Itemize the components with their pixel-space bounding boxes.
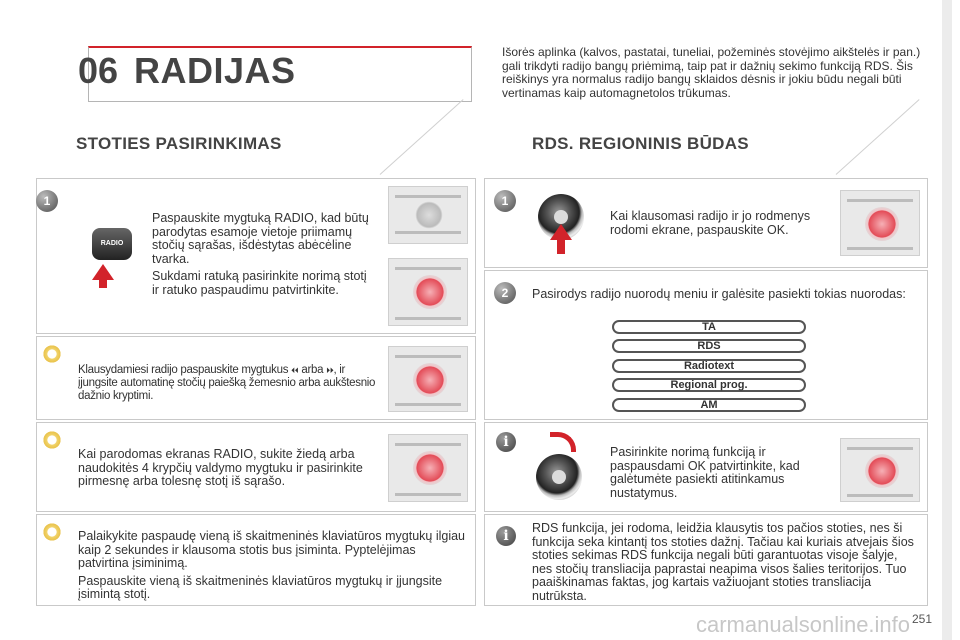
tip-icon [42,430,62,450]
right-info1-text: Pasirinkite norimą funkciją ir paspausdami OK patvirtinkite, kad galėtumėte pasiekti atitinkamus nustatymus. [610,445,800,500]
menu-item-radiotext: Radiotext [612,359,806,373]
tip1-text-a: Klausydamiesi radijo paspauskite mygtukus [78,364,289,376]
right-info2-text: RDS funkcija, jei rodoma, leidžia klausytis tos pačios stoties, nes ši funkcija seka kintantį tos stoties dažnį. Tačiau kai kuriais atvejais šios stoties sekimas RDS funkcija negali būti garantuotas visoje šalyje, nes stočių transliacija paprastai neapima visos šalies teritorijos. Tuo paaiškinamas faktas, jog kartais važiuojant stoties transliacija nutrūksta. [532,521,914,603]
thumb-dial [413,363,447,397]
device-thumbnail [388,434,468,502]
device-thumbnail [388,258,468,326]
step-badge: 1 [494,190,516,212]
tip-icon [42,344,62,364]
thumb-button-row [395,231,461,234]
left-section-title: STOTIES PASIRINKIMAS [76,134,282,153]
red-arrow-shaft [99,278,107,288]
thumb-button-row [847,447,913,450]
device-thumbnail [388,346,468,412]
left-tip3-para2: Paspauskite vieną iš skaitmeninės klaviatūros mygtukų ir įjungsite įsimintą stotį. [78,573,443,601]
device-thumbnail [840,438,920,502]
menu-item-regional-prog: Regional prog. [612,378,806,392]
device-thumbnail [388,186,468,244]
thumb-dial [865,207,899,241]
page-number: 251 [912,612,933,626]
thumb-button-row [395,493,461,496]
thumb-button-row [395,267,461,270]
thumb-button-row [395,443,461,446]
left-tip2-text: Kai parodomas ekranas RADIO, sukite žiedą arba naudokitės 4 krypčių valdymo mygtuku ir pasirinkite pirmesnę arba tolesnę stotį iš sąrašo. [78,447,363,488]
right-section-title: RDS. REGIONINIS BŪDAS [532,134,749,153]
left-step1-text [152,212,374,301]
thumb-button-row [395,355,461,358]
step-badge: 2 [494,282,516,304]
control-knob-icon [536,454,582,500]
thumb-button-row [395,195,461,198]
thumb-dial [413,451,447,485]
chapter-number: 06 [78,50,119,91]
left-tip1-text [78,364,378,403]
tip1-text-c: , ir įjungsite automatinę stočių paiešką žemesnio arba aukštesnio dažnio kryptimi. [78,364,376,402]
thumb-dial [415,201,443,229]
menu-item-am: AM [612,398,806,412]
right-step2-text: Pasirodys radijo nuorodų meniu ir galėsite pasiekti tokias nuorodas: [532,287,906,301]
thumb-button-row [847,199,913,202]
red-arrow-shaft [557,238,565,254]
step-badge: 1 [36,190,58,212]
watermark: carmanualsonline.info [696,612,911,637]
info-icon: i [496,526,516,546]
left-tip3-para1: Palaikykite paspaudę vieną iš skaitmeninės klaviatūros mygtukų ilgiau kaip 2 sekundes ir klausoma stotis bus įsiminta. Pyptelėjimas patvirtina įsiminimą. [78,529,466,570]
page-edge-strip [942,0,952,640]
tip1-text-b: arba [301,364,324,376]
thumb-button-row [847,494,913,497]
right-step1-text: Kai klausomasi radijo ir jo rodmenys rodomi ekrane, paspauskite OK. [610,209,811,237]
radio-button-icon: RADIO [92,228,132,260]
thumb-button-row [395,403,461,406]
tip1-sym-a: ⏴⏴ [291,366,299,375]
tip1-sym-b: ⏵⏵ [326,366,334,375]
menu-item-ta: TA [612,320,806,334]
thumb-button-row [395,317,461,320]
chapter-title: RADIJAS [134,50,296,91]
thumb-button-row [847,247,913,250]
thumb-dial [865,454,899,488]
intro-text: Išorės aplinka (kalvos, pastatai, tuneliai, požeminės stovėjimo aikštelės ir pan.) gali trikdyti radijo bangų priėmimą, taip pat ir dažnių sekimo funkciją RDS. Šis reiškinys yra normalus radijo bangų sklaidos dėsnis ir jokiu būdu negali būti vertinamas kaip automagnetolos trūkumas. [502,45,921,100]
tip-icon [42,522,62,542]
device-thumbnail [840,190,920,256]
left-step1-para2: Sukdami ratuką pasirinkite norimą stotį ir ratuko paspaudimu patvirtinkite. [152,269,367,297]
info-icon: i [496,432,516,452]
left-tip3-text [78,530,466,606]
menu-item-rds: RDS [612,339,806,353]
thumb-dial [413,275,447,309]
left-step1-para1: Paspauskite mygtuką RADIO, kad būtų parodytas esamoje vietoje priimamų stočių sąrašas, išdėstytas abėcėline tvarka. [152,211,369,266]
right-header-diagonal [836,99,920,175]
